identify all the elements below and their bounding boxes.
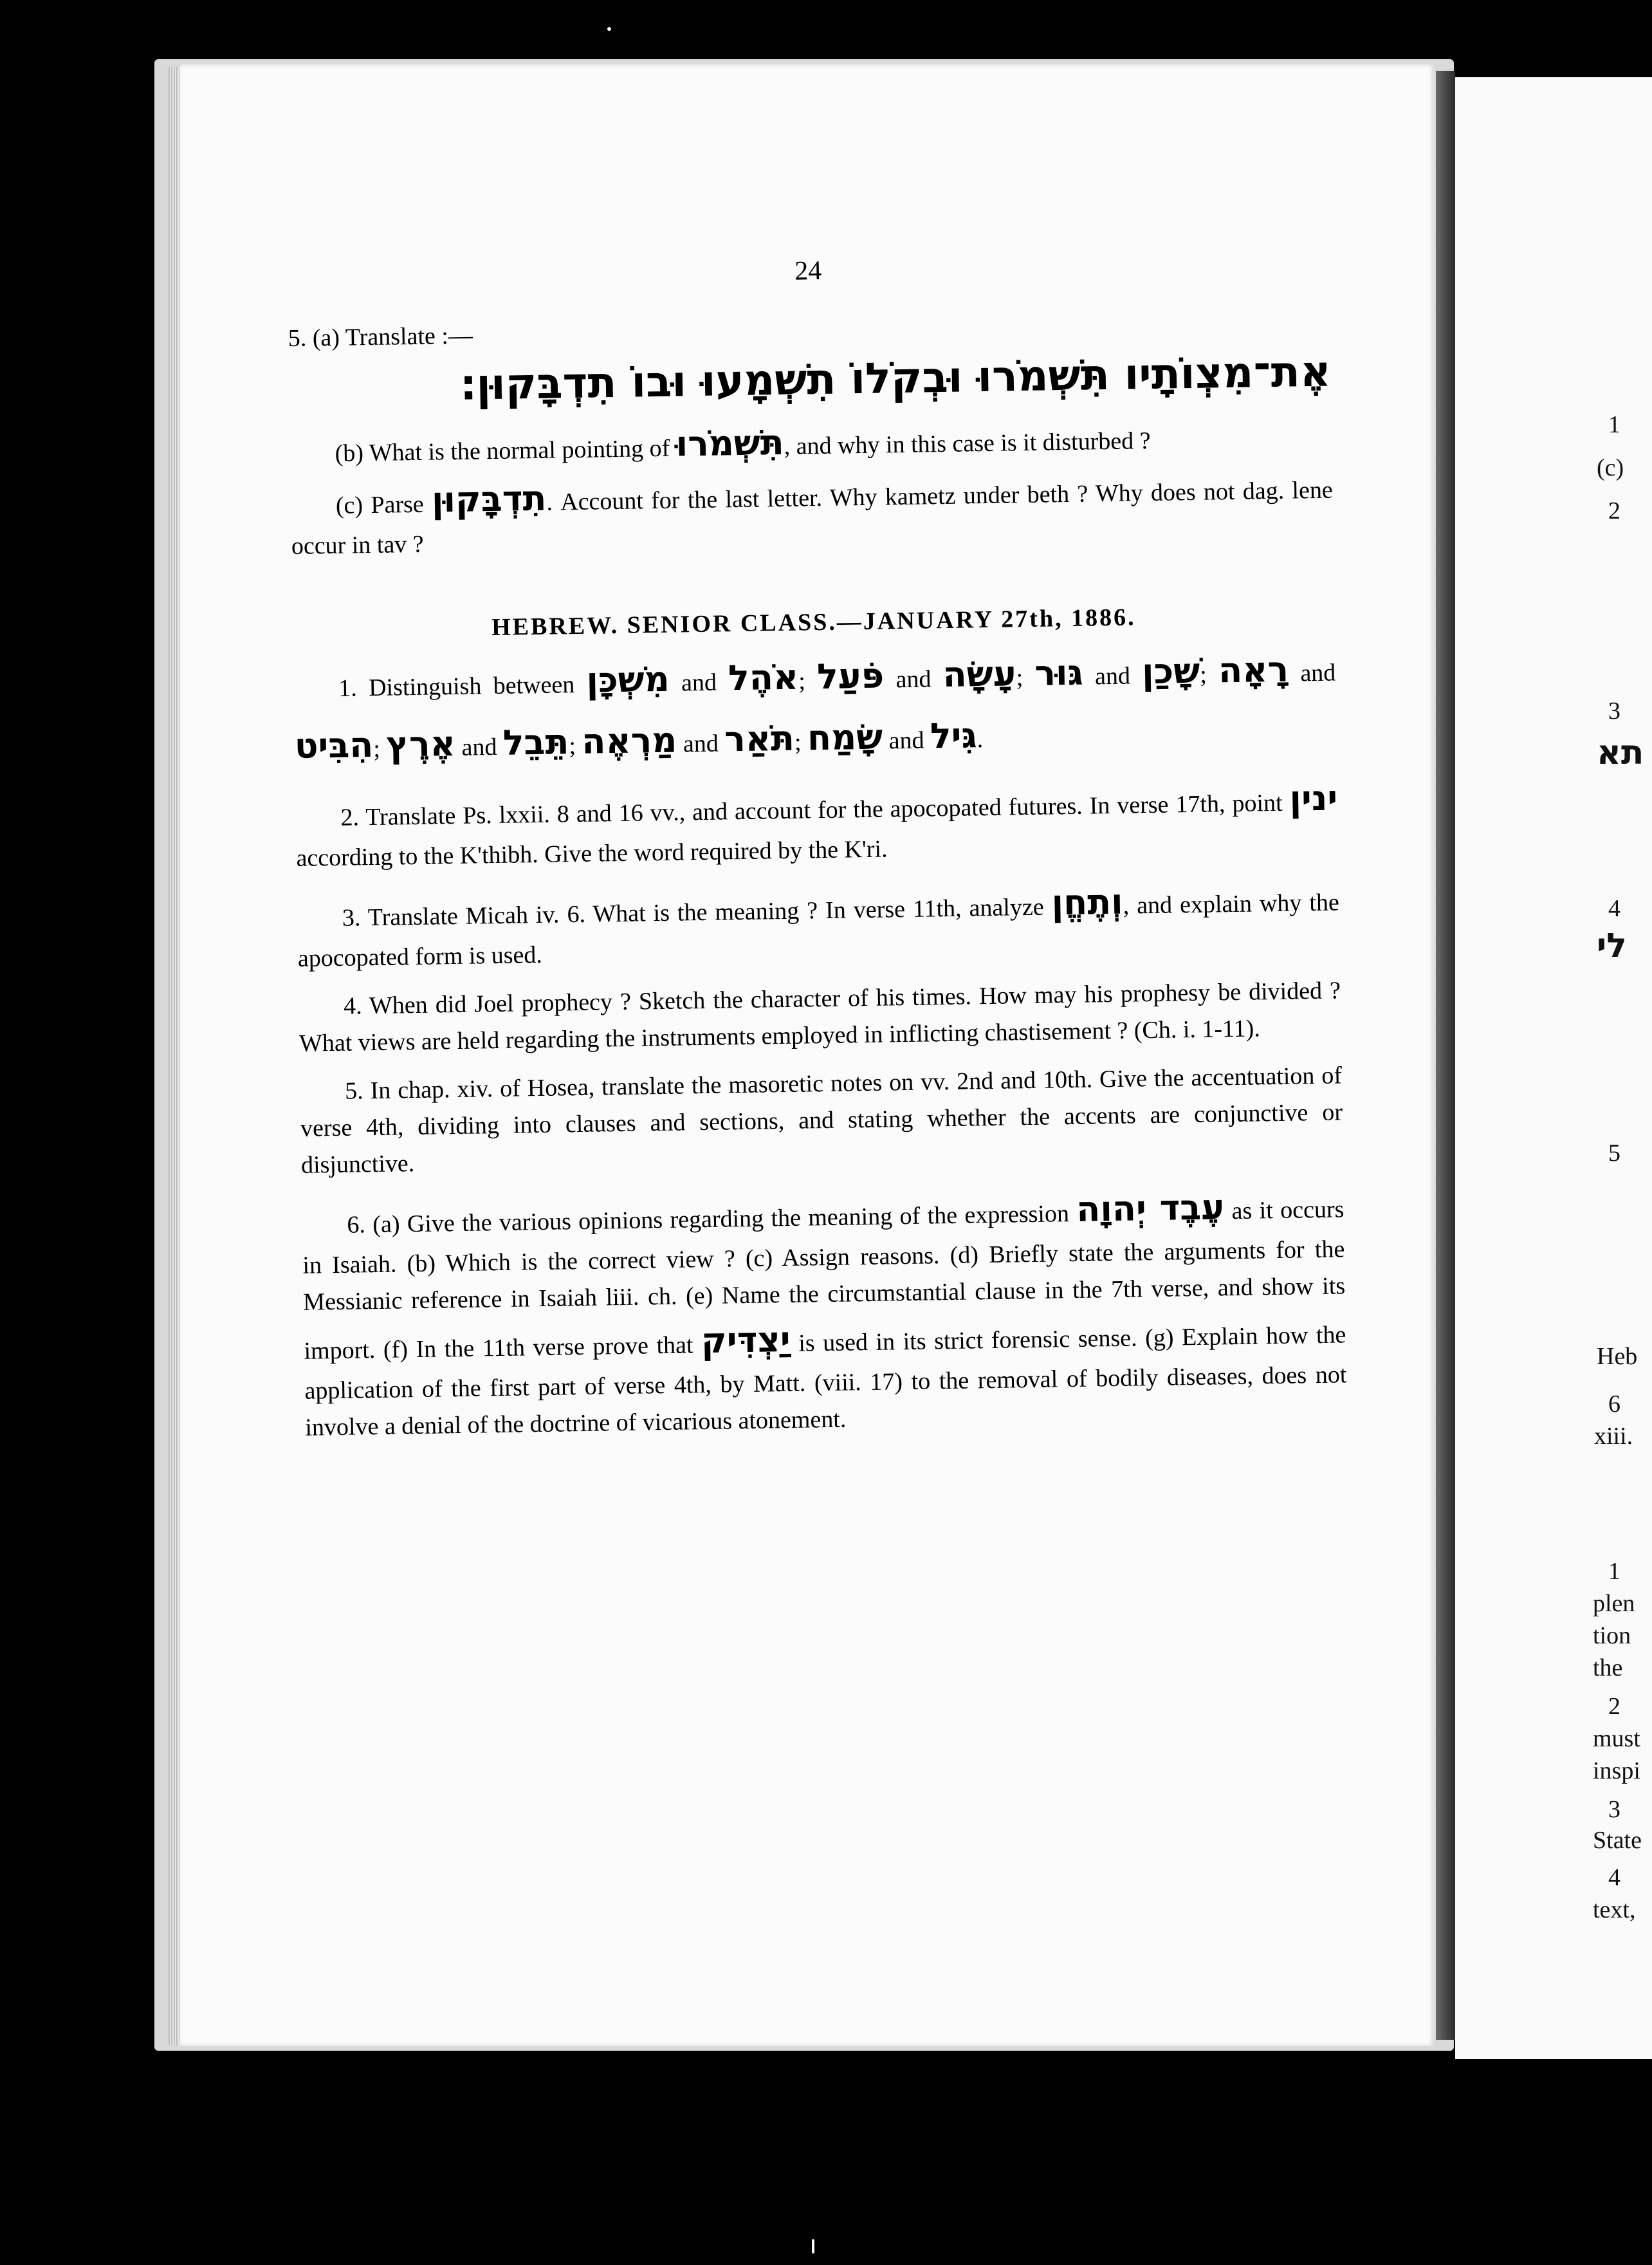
next-page-fragment: plen: [1593, 1590, 1635, 1617]
next-page-fragment: תא: [1597, 734, 1644, 772]
senior-question-2: [295, 772, 1339, 877]
question-5c-rest: . Account for the last letter. Why kametz under beth ? Why does not dag. lene occur in tav ?: [291, 476, 1334, 560]
question-5a: 5. (a) Translate :—: [288, 322, 473, 352]
question-text: and: [681, 669, 717, 697]
senior-question-1: [293, 639, 1337, 777]
question-text: and: [1094, 662, 1131, 690]
senior-question-6: [302, 1179, 1348, 1447]
next-page-fragment: tion: [1593, 1622, 1631, 1649]
hebrew-word: תִּשְׁמֹרוּ: [675, 422, 785, 465]
question-text: ;: [1199, 661, 1207, 689]
question-text: ;: [798, 667, 806, 695]
scan-speck: [812, 2239, 814, 2253]
question-5b-label: (b) What is the normal pointing of: [335, 435, 670, 468]
question-5b-rest: , and why in this case is it disturbed ?: [784, 427, 1151, 461]
next-page-fragment: 1: [1608, 1558, 1620, 1585]
hebrew-word: תִדְבָּקוּן: [431, 478, 547, 521]
hebrew-word: מַרְאֶה: [581, 719, 677, 762]
question-5c: [290, 460, 1334, 565]
question-text: and: [888, 726, 924, 755]
next-page-fragment: 6: [1608, 1391, 1620, 1418]
next-page-fragment: 2: [1608, 497, 1620, 524]
hebrew-word: אֶרֶץ: [385, 723, 456, 765]
next-page-fragment: 1: [1608, 411, 1620, 438]
question-text: .: [977, 725, 984, 753]
page-number: 24: [794, 255, 822, 286]
next-page-fragment: State: [1593, 1827, 1642, 1854]
hebrew-word: יַצְדִּיק: [701, 1319, 791, 1362]
next-page-fragment: 4: [1608, 1864, 1620, 1891]
question-text: ;: [373, 735, 381, 763]
next-page-fragment: Heb: [1597, 1343, 1638, 1370]
hebrew-word: וְתֶחֱן: [1051, 882, 1124, 923]
question-text: 6. (a) Give the various opinions regarding the meaning of the expression: [347, 1200, 1070, 1239]
hebrew-word: הִבִּיט: [294, 724, 374, 766]
hebrew-word: עָשָׂה: [942, 653, 1017, 696]
hebrew-word: גּוּר: [1034, 652, 1084, 694]
hebrew-word: שָׂמַח: [807, 716, 883, 759]
next-page-fragment: 5: [1608, 1140, 1620, 1167]
hebrew-passage: אֶת־מִצְוֹתָיו תִּשְׁמֹרוּ וּבְקֹלוֹ תִשְׁמָעוּ וּבוֹ תִדְבָּקוּן׃: [460, 346, 1332, 410]
next-page-fragment: text,: [1593, 1896, 1636, 1923]
next-page-fragment: inspi: [1593, 1757, 1640, 1784]
question-text: and: [895, 665, 932, 694]
hebrew-word: עֶבֶד יְהוָה: [1076, 1187, 1225, 1230]
question-5c-label: (c) Parse: [335, 491, 425, 520]
hebrew-word: אֹהֶל: [728, 656, 799, 699]
senior-question-5: 5. In chap. xiv. of Hosea, translate the masoretic notes on vv. 2nd and 10th. Give the accentuation of verse 4th, dividing into clauses and sections, and stating whether the accents are conjunctive or disjunctive.: [300, 1062, 1343, 1179]
next-page-fragment: (c): [1597, 454, 1624, 481]
next-page-fragment: the: [1593, 1654, 1623, 1681]
senior-question-4: 4. When did Joel prophecy ? Sketch the character of his times. How may his prophesy be divided ? What views are held regarding the instruments employed in inflicting chastisement ? (Ch. i. 1-11).: [298, 977, 1341, 1058]
question-text: is used in its strict forensic sense. (g) Explain how the application of the first part of verse 4th, by Matt. (viii. 17) to the removal of bodily diseases, does not involve a denial of the doctrine of vicarious atonement.: [304, 1321, 1347, 1442]
hebrew-word: תֵּבֵל: [502, 721, 569, 763]
question-text: and: [1300, 659, 1336, 687]
hebrew-word: גִּיל: [930, 715, 978, 757]
question-text: according to the K'thibh. Give the word required by the K'ri.: [296, 835, 888, 873]
section-heading: HEBREW. SENIOR CLASS.—JANUARY 27th, 1886.: [491, 604, 1136, 642]
question-text: ;: [1016, 664, 1023, 692]
next-page-fragment: 2: [1608, 1693, 1620, 1720]
page-content: [287, 248, 1348, 1459]
hebrew-word: שָׁכַן: [1141, 651, 1200, 692]
hebrew-word: ינין: [1289, 777, 1338, 820]
question-text: and: [461, 733, 497, 761]
book-gutter: [1436, 71, 1455, 2040]
next-page-fragment: xiii.: [1594, 1423, 1633, 1450]
next-page-fragment: 3: [1608, 1796, 1620, 1823]
question-text: ;: [794, 728, 802, 756]
question-text: and: [683, 730, 719, 758]
next-page-fragment: 4: [1608, 895, 1620, 922]
hebrew-word: תֹּאַר: [724, 717, 795, 760]
question-text: 1. Distinguish between: [338, 671, 575, 703]
question-text: 2. Translate Ps. lxxii. 8 and 16 vv., and account for the apocopated futures. In verse 17th, point: [340, 790, 1283, 832]
question-text: as it occurs in Isaiah. (b) Which is the correct view ? (c) Assign reasons. (d) Briefly state the arguments for the Messianic reference in Isaiah liii. ch. (e) Name the circumstantial clause in the 7th verse, and show its import. (f) In the 11th verse prove that: [302, 1196, 1346, 1365]
next-page-fragment: לי: [1597, 927, 1627, 965]
question-text: , and explain why the apocopated form is used.: [297, 889, 1340, 973]
page-stack-edge: [169, 67, 179, 2046]
hebrew-word: מִשְׁכָּן: [586, 659, 670, 701]
right-page: [1455, 77, 1652, 2059]
question-text: ;: [569, 732, 576, 760]
hebrew-word: רָאָה: [1218, 649, 1289, 691]
next-page-fragment: must: [1593, 1725, 1640, 1752]
hebrew-word: פֹּעַל: [816, 655, 885, 698]
scan-speck: [607, 27, 611, 31]
next-page-fragment: 3: [1608, 698, 1620, 725]
senior-question-3: [297, 873, 1340, 977]
question-text: 3. Translate Micah iv. 6. What is the meaning ? In verse 11th, analyze: [342, 894, 1044, 932]
